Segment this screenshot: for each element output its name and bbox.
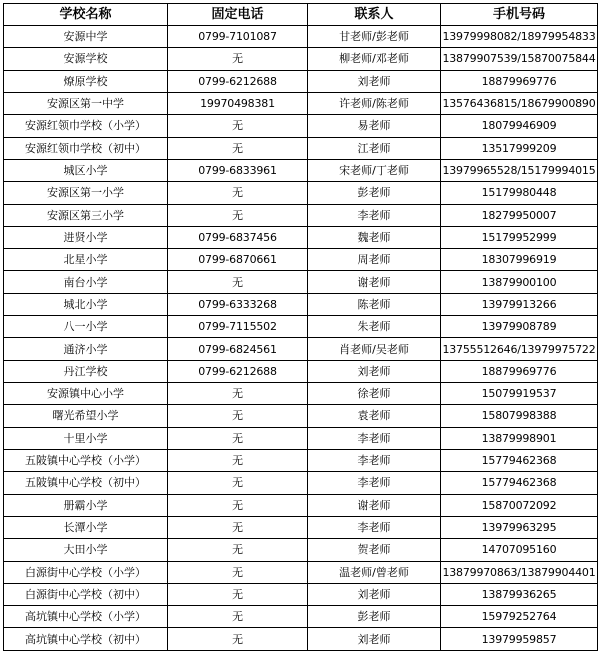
contact-person-cell: 陈老师 xyxy=(308,293,441,315)
landline-cell: 0799-6824561 xyxy=(168,338,308,360)
school-name-cell: 南台小学 xyxy=(4,271,168,293)
header-mobile-number: 手机号码 xyxy=(441,4,598,26)
contact-person-cell: 徐老师 xyxy=(308,383,441,405)
landline-cell: 无 xyxy=(168,449,308,471)
school-name-cell: 安源红领巾学校（小学） xyxy=(4,115,168,137)
landline-cell: 0799-7101087 xyxy=(168,26,308,48)
school-name-cell: 通济小学 xyxy=(4,338,168,360)
contact-person-cell: 江老师 xyxy=(308,137,441,159)
school-name-cell: 安源区第一小学 xyxy=(4,182,168,204)
mobile-number-cell: 18079946909 xyxy=(441,115,598,137)
landline-cell: 无 xyxy=(168,472,308,494)
table-row xyxy=(4,249,598,271)
table-row xyxy=(4,204,598,226)
mobile-number-cell: 13979965528/15179994015 xyxy=(441,159,598,181)
landline-cell: 无 xyxy=(168,427,308,449)
landline-cell: 无 xyxy=(168,137,308,159)
contact-person-cell: 李老师 xyxy=(308,472,441,494)
landline-cell: 无 xyxy=(168,405,308,427)
landline-cell: 0799-6212688 xyxy=(168,360,308,382)
contact-person-cell: 李老师 xyxy=(308,449,441,471)
school-name-cell: 安源镇中心小学 xyxy=(4,383,168,405)
contact-person-cell: 彭老师 xyxy=(308,606,441,628)
contact-person-cell: 袁老师 xyxy=(308,405,441,427)
landline-cell: 无 xyxy=(168,182,308,204)
table-row xyxy=(4,628,598,651)
table-row xyxy=(4,561,598,583)
table-row xyxy=(4,405,598,427)
contact-person-cell: 柳老师/邓老师 xyxy=(308,48,441,70)
landline-cell: 无 xyxy=(168,271,308,293)
contact-person-cell: 刘老师 xyxy=(308,360,441,382)
landline-cell: 0799-7115502 xyxy=(168,316,308,338)
table-row xyxy=(4,293,598,315)
mobile-number-cell: 13979998082/18979954833 xyxy=(441,26,598,48)
mobile-number-cell: 15779462368 xyxy=(441,472,598,494)
contact-person-cell: 刘老师 xyxy=(308,583,441,605)
contact-person-cell: 宋老师/丁老师 xyxy=(308,159,441,181)
table-row xyxy=(4,472,598,494)
header-school-name: 学校名称 xyxy=(4,4,168,26)
contact-person-cell: 贺老师 xyxy=(308,539,441,561)
contact-person-cell: 甘老师/彭老师 xyxy=(308,26,441,48)
contact-person-cell: 许老师/陈老师 xyxy=(308,92,441,114)
landline-cell: 无 xyxy=(168,516,308,538)
mobile-number-cell: 13879970863/13879904401 xyxy=(441,561,598,583)
school-name-cell: 丹江学校 xyxy=(4,360,168,382)
mobile-number-cell: 13576436815/18679900890 xyxy=(441,92,598,114)
contact-person-cell: 李老师 xyxy=(308,516,441,538)
school-name-cell: 北星小学 xyxy=(4,249,168,271)
mobile-number-cell: 15079919537 xyxy=(441,383,598,405)
contact-person-cell: 刘老师 xyxy=(308,628,441,651)
table-row xyxy=(4,539,598,561)
school-name-cell: 十里小学 xyxy=(4,427,168,449)
landline-cell: 0799-6870661 xyxy=(168,249,308,271)
contact-person-cell: 彭老师 xyxy=(308,182,441,204)
mobile-number-cell: 18879969776 xyxy=(441,360,598,382)
school-name-cell: 燎原学校 xyxy=(4,70,168,92)
landline-cell: 无 xyxy=(168,48,308,70)
landline-cell: 无 xyxy=(168,628,308,651)
header-contact-person: 联系人 xyxy=(308,4,441,26)
table-row xyxy=(4,338,598,360)
mobile-number-cell: 14707095160 xyxy=(441,539,598,561)
contact-person-cell: 李老师 xyxy=(308,427,441,449)
mobile-number-cell: 18879969776 xyxy=(441,70,598,92)
table-row xyxy=(4,316,598,338)
school-name-cell: 大田小学 xyxy=(4,539,168,561)
school-contact-table xyxy=(3,3,598,651)
mobile-number-cell: 15870072092 xyxy=(441,494,598,516)
mobile-number-cell: 13979913266 xyxy=(441,293,598,315)
header-landline: 固定电话 xyxy=(168,4,308,26)
table-row xyxy=(4,137,598,159)
school-name-cell: 白源街中心学校（小学） xyxy=(4,561,168,583)
school-name-cell: 安源红领巾学校（初中） xyxy=(4,137,168,159)
table-row xyxy=(4,92,598,114)
mobile-number-cell: 13979908789 xyxy=(441,316,598,338)
table-header xyxy=(4,4,598,26)
table-row xyxy=(4,516,598,538)
contact-person-cell: 易老师 xyxy=(308,115,441,137)
landline-cell: 无 xyxy=(168,539,308,561)
table-body xyxy=(4,26,598,651)
contact-person-cell: 谢老师 xyxy=(308,494,441,516)
school-name-cell: 安源区第一中学 xyxy=(4,92,168,114)
mobile-number-cell: 13979959857 xyxy=(441,628,598,651)
school-name-cell: 册霸小学 xyxy=(4,494,168,516)
school-name-cell: 进贤小学 xyxy=(4,226,168,248)
landline-cell: 0799-6333268 xyxy=(168,293,308,315)
contact-person-cell: 李老师 xyxy=(308,204,441,226)
header-row xyxy=(4,4,598,26)
table-row xyxy=(4,48,598,70)
mobile-number-cell: 13879907539/15870075844 xyxy=(441,48,598,70)
mobile-number-cell: 15979252764 xyxy=(441,606,598,628)
landline-cell: 0799-6837456 xyxy=(168,226,308,248)
school-name-cell: 八一小学 xyxy=(4,316,168,338)
table-row xyxy=(4,226,598,248)
school-name-cell: 曙光希望小学 xyxy=(4,405,168,427)
landline-cell: 无 xyxy=(168,115,308,137)
table-row xyxy=(4,115,598,137)
mobile-number-cell: 13879998901 xyxy=(441,427,598,449)
school-name-cell: 安源区第三小学 xyxy=(4,204,168,226)
table-row xyxy=(4,583,598,605)
school-name-cell: 白源街中心学校（初中） xyxy=(4,583,168,605)
school-name-cell: 高坑镇中心学校（初中） xyxy=(4,628,168,651)
mobile-number-cell: 15807998388 xyxy=(441,405,598,427)
school-name-cell: 长潭小学 xyxy=(4,516,168,538)
table-row xyxy=(4,360,598,382)
mobile-number-cell: 18307996919 xyxy=(441,249,598,271)
landline-cell: 无 xyxy=(168,494,308,516)
mobile-number-cell: 15179952999 xyxy=(441,226,598,248)
contact-person-cell: 朱老师 xyxy=(308,316,441,338)
landline-cell: 无 xyxy=(168,383,308,405)
contact-person-cell: 周老师 xyxy=(308,249,441,271)
school-name-cell: 五陂镇中心学校（小学） xyxy=(4,449,168,471)
landline-cell: 无 xyxy=(168,606,308,628)
table-row xyxy=(4,606,598,628)
mobile-number-cell: 13979963295 xyxy=(441,516,598,538)
contact-person-cell: 魏老师 xyxy=(308,226,441,248)
table-row xyxy=(4,271,598,293)
mobile-number-cell: 13517999209 xyxy=(441,137,598,159)
school-name-cell: 五陂镇中心学校（初中） xyxy=(4,472,168,494)
contact-person-cell: 谢老师 xyxy=(308,271,441,293)
landline-cell: 无 xyxy=(168,204,308,226)
table-row xyxy=(4,383,598,405)
school-name-cell: 城区小学 xyxy=(4,159,168,181)
mobile-number-cell: 13755512646/13979975722 xyxy=(441,338,598,360)
landline-cell: 0799-6833961 xyxy=(168,159,308,181)
table-row xyxy=(4,494,598,516)
mobile-number-cell: 13879900100 xyxy=(441,271,598,293)
school-name-cell: 安源中学 xyxy=(4,26,168,48)
mobile-number-cell: 15179980448 xyxy=(441,182,598,204)
table-row xyxy=(4,26,598,48)
school-name-cell: 高坑镇中心学校（小学） xyxy=(4,606,168,628)
landline-cell: 0799-6212688 xyxy=(168,70,308,92)
contact-person-cell: 刘老师 xyxy=(308,70,441,92)
mobile-number-cell: 15779462368 xyxy=(441,449,598,471)
school-name-cell: 安源学校 xyxy=(4,48,168,70)
landline-cell: 无 xyxy=(168,583,308,605)
table-row xyxy=(4,182,598,204)
mobile-number-cell: 18279950007 xyxy=(441,204,598,226)
contact-person-cell: 肖老师/吴老师 xyxy=(308,338,441,360)
table-row xyxy=(4,449,598,471)
landline-cell: 无 xyxy=(168,561,308,583)
school-name-cell: 城北小学 xyxy=(4,293,168,315)
mobile-number-cell: 13879936265 xyxy=(441,583,598,605)
landline-cell: 19970498381 xyxy=(168,92,308,114)
table-row xyxy=(4,159,598,181)
table-row xyxy=(4,70,598,92)
contact-person-cell: 温老师/曾老师 xyxy=(308,561,441,583)
table-row xyxy=(4,427,598,449)
